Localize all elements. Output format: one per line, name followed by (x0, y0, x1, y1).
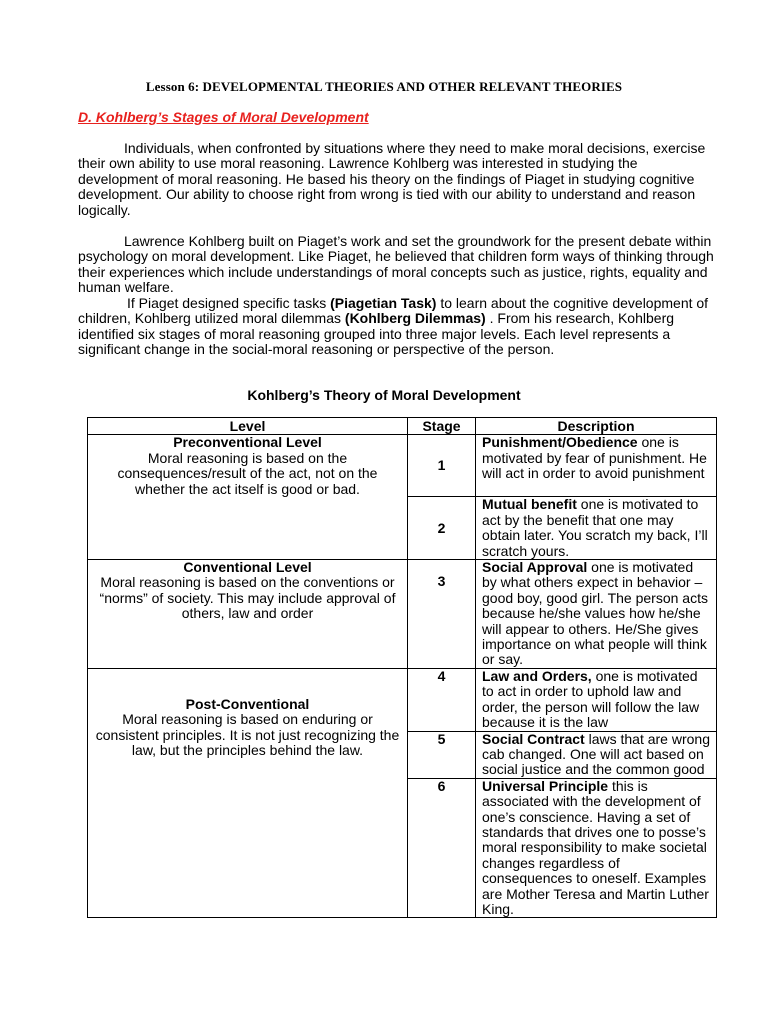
level-text: Moral reasoning is based on enduring or consistent principles. It is not just recognizing the law, but the principles behind the law. (95, 711, 400, 759)
level-text: Moral reasoning is based on the consequences/result of the act, not on the whether the act itself is good or bad. (117, 449, 378, 497)
stage-description (476, 778, 717, 918)
level-text: Moral reasoning is based on the conventions or “norms” of society. This may include approval of others, law and order (99, 574, 396, 622)
header-stage: Stage (408, 418, 476, 435)
stage-term: Law and Orders, (482, 667, 592, 684)
stage-term: Punishment/Obedience (482, 434, 638, 451)
stage-text: laws that are wrong cab changed. One will act based on social justice and the common good (482, 730, 710, 778)
level-cell-conventional (88, 560, 408, 669)
table-row (88, 435, 717, 497)
table-row (88, 560, 717, 669)
paragraph-intro (78, 141, 714, 218)
table-row (88, 668, 717, 731)
stage-description (476, 731, 717, 778)
paragraph-kohlberg-piaget-text: Lawrence Kohlberg built on Piaget’s work and set the groundwork for the present debate within psychology on moral development. Like Piaget, he believed that children form ways of thinking through their experiences which include understandings of moral concepts such as justice, rights, equality and human welfare. (78, 233, 714, 296)
paragraph-dilemmas-part2: to learn about the cognitive development of children, Kohlberg utilized moral dilemmas (78, 295, 709, 327)
level-cell-preconventional (88, 435, 408, 560)
paragraph-dilemmas-part3: . From his research, Kohlberg identified six stages of moral reasoning grouped into three major levels. Each level represents a significant change in the social-moral reasoning or perspective of the person. (78, 310, 675, 358)
stage-number: 6 (408, 778, 476, 918)
paragraph-kohlberg-piaget (78, 234, 714, 296)
paragraph-dilemmas (78, 296, 714, 358)
level-name: Conventional Level (183, 559, 312, 576)
header-description: Description (476, 418, 717, 435)
stage-number: 2 (408, 497, 476, 560)
stage-text: one is motivated by fear of punishment. He will act in order to avoid punishment (482, 434, 707, 482)
lesson-title: Lesson 6: DEVELOPMENTAL THEORIES AND OTHER RELEVANT THEORIES (145, 79, 623, 94)
level-name: Preconventional Level (173, 434, 322, 451)
stage-description (476, 668, 717, 731)
stage-number: 3 (408, 560, 476, 669)
stage-term: Social Contract (482, 730, 585, 747)
stage-number: 4 (408, 668, 476, 731)
table-title: Kohlberg’s Theory of Moral Development (247, 387, 521, 403)
level-name: Post-Conventional (185, 695, 310, 712)
table-header-row (88, 418, 717, 435)
stage-description (476, 560, 717, 669)
stage-text: one is motivated to act in order to uphold law and order, the person will follow the law because it is the law (482, 667, 700, 731)
stage-term: Social Approval (482, 559, 588, 576)
paragraph-intro-text: Individuals, when confronted by situations where they need to make moral decisions, exercise their own ability to use moral reasoning. Lawrence Kohlberg was interested in studying the development of moral reasoning. He based his theory on the findings of Piaget in studying cognitive development. Our ability to choose right from wrong is tied with our ability to understand and reason logically. (78, 140, 706, 218)
stage-text: one is motivated by what others expect in behavior – good boy, good girl. The person acts because he/she values how he/she will appear to others. He/She gives importance on what people will think or say. (482, 559, 708, 668)
stage-term: Mutual benefit (482, 496, 577, 513)
stage-description (476, 435, 717, 497)
stage-number: 1 (408, 435, 476, 497)
stage-term: Universal Principle (482, 777, 609, 794)
level-cell-post-conventional (88, 668, 408, 918)
header-level: Level (88, 418, 408, 435)
moral-development-table (87, 417, 717, 918)
stage-description (476, 497, 717, 560)
stage-text: one is motivated to act by the benefit that one may obtain later. You scratch my back, I’ll scratch yours. (482, 496, 708, 559)
term-kohlberg-dilemmas: (Kohlberg Dilemmas) (344, 310, 486, 327)
stage-number: 5 (408, 731, 476, 778)
section-heading: D. Kohlberg’s Stages of Moral Development (78, 109, 369, 125)
term-piagetian-task: (Piagetian Task) (330, 295, 437, 311)
stage-text: this is associated with the development of one’s conscience. Having a set of standards that drives one to posse’s moral responsibility to make societal changes regardless of consequences to oneself. Examples are Mother Teresa and Martin Luther King. (482, 777, 709, 917)
paragraph-dilemmas-part1: If Piaget designed specific tasks (127, 295, 331, 311)
